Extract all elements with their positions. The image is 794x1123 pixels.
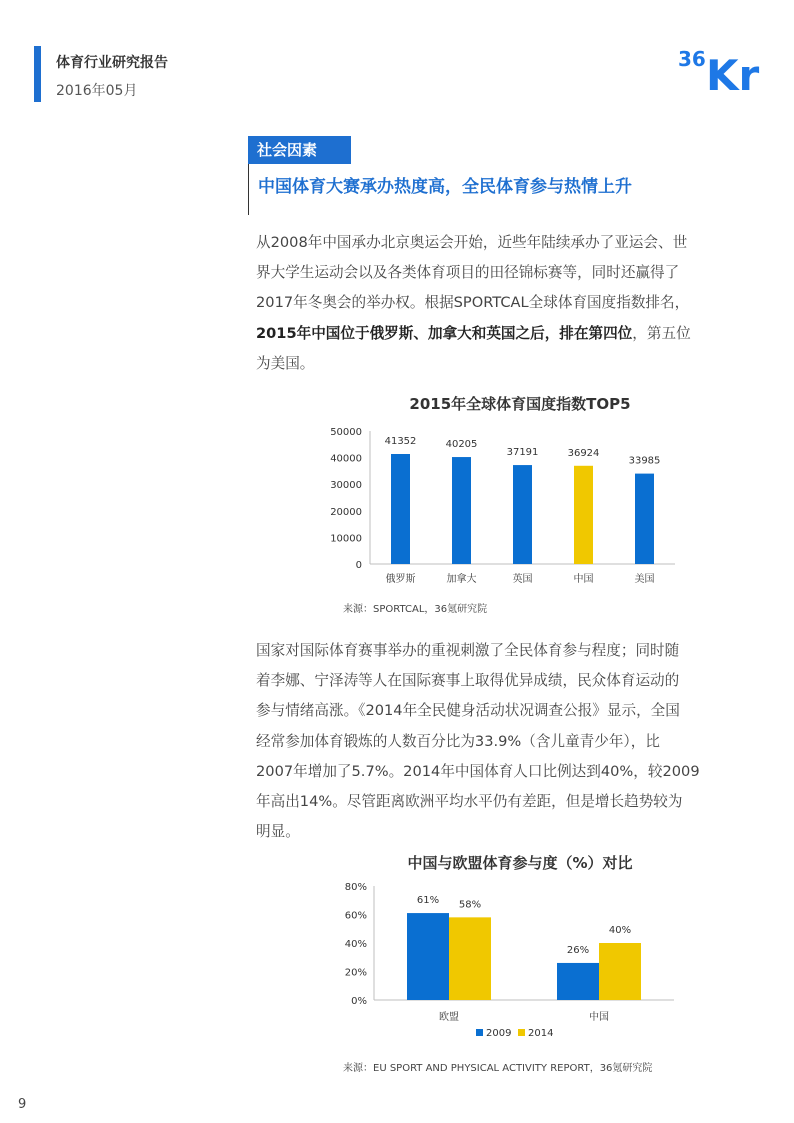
x-tick-label: 欧盟 (439, 1012, 459, 1023)
bar (513, 465, 532, 564)
paragraph-line: 国家对国际体育赛事举办的重视刺激了全民体育参与程度；同时随 (256, 642, 680, 659)
data-label: 26% (566, 944, 590, 956)
bar (449, 917, 491, 1000)
y-tick-label: 50000 (330, 427, 362, 438)
x-tick-label: 俄罗斯 (385, 574, 416, 585)
paragraph-line: 年高出14%。尽管距离欧洲平均水平仍有差距，但是增长趋势较为 (256, 793, 683, 811)
bar (574, 466, 593, 564)
logo-text: Kr (706, 51, 760, 94)
page-number: 9 (18, 1097, 27, 1112)
paragraph-line: 为美国。 (256, 354, 315, 372)
paragraph-line: 2007年增加了5.7%。2014年中国体育人口比例达到40%，较2009 (256, 762, 700, 780)
data-label: 41352 (384, 436, 417, 448)
legend-swatch (518, 1029, 525, 1036)
paragraph-line (256, 319, 730, 349)
section-divider (248, 164, 249, 215)
bar (391, 454, 410, 564)
paragraph-line: 界大学生运动会以及各类体育项目的田径锦标赛等，同时还赢得了 (256, 264, 680, 282)
x-tick-label: 英国 (512, 574, 533, 585)
y-tick-label: 40000 (330, 453, 362, 465)
y-tick-label: 0 (355, 560, 362, 571)
highlight-text: 2015年中国位于俄罗斯、加拿大和英国之后，排在第四位 (256, 324, 633, 342)
legend-label: 2014 (528, 1028, 554, 1039)
data-label: 40% (608, 925, 632, 936)
chart1-index-top5 (320, 420, 700, 600)
y-tick-label: 0% (351, 996, 367, 1007)
paragraph-line: 着李娜、宁泽涛等人在国际赛事上取得优异成绩，民众体育运动的 (256, 672, 680, 690)
bar (635, 474, 654, 564)
header-accent-bar (34, 46, 41, 102)
legend-label: 2009 (486, 1028, 512, 1039)
report-date: 2016年05月 (56, 83, 138, 99)
paragraph-line: 经常参加体育锻炼的人数百分比为33.9%（含儿童青少年），比 (256, 732, 660, 750)
chart2-source: 来源：EU SPORT AND PHYSICAL ACTIVITY REPORT，36氪研究院 (343, 1063, 653, 1074)
y-tick-label: 60% (344, 910, 367, 922)
chart1-title: 2015年全球体育国度指数TOP5 (409, 395, 631, 413)
data-label: 61% (416, 895, 440, 907)
x-tick-label: 中国 (589, 1012, 609, 1023)
paragraph-line: 从2008年中国承办北京奥运会开始，近些年陆续承办了亚运会、世 (256, 234, 688, 251)
data-label: 37191 (506, 447, 539, 459)
x-tick-label: 中国 (573, 574, 594, 585)
y-tick-label: 30000 (330, 480, 362, 492)
data-label: 40205 (445, 439, 478, 451)
intro-paragraph (256, 228, 730, 379)
y-tick-label: 20% (344, 967, 367, 979)
paragraph-line: 2017年冬奥会的举办权。根据SPORTCAL全球体育国度指数排名， (256, 294, 690, 312)
x-tick-label: 美国 (634, 574, 655, 585)
y-tick-label: 10000 (330, 533, 362, 545)
data-label: 58% (458, 899, 482, 911)
paragraph-line: 明显。 (256, 823, 300, 841)
paragraph-text: ，第五位 (632, 324, 691, 342)
data-label: 33985 (628, 455, 661, 467)
chart1-source: 来源：SPORTCAL，36氪研究院 (343, 604, 488, 615)
brand-logo (676, 42, 768, 94)
paragraph-line: 参与情绪高涨。《2014年全民健身活动状况调查公报》显示，全国 (256, 702, 680, 720)
bar (599, 943, 641, 1000)
report-title: 体育行业研究报告 (56, 55, 168, 71)
x-tick-label: 加拿大 (446, 574, 477, 585)
y-tick-label: 80% (344, 882, 367, 893)
bar (557, 963, 599, 1000)
bar (407, 913, 449, 1000)
y-tick-label: 20000 (330, 506, 362, 518)
y-tick-label: 40% (344, 939, 367, 950)
section-headline: 中国体育大赛承办热度高，全民体育参与热情上升 (258, 177, 632, 197)
bar (452, 457, 471, 564)
data-label: 36924 (567, 447, 600, 459)
section-tag: 社会因素 (248, 136, 351, 164)
chart2-participation-compare (320, 876, 700, 1046)
logo-number: 36 (678, 47, 706, 71)
chart2-title: 中国与欧盟体育参与度（%）对比 (407, 854, 633, 872)
participation-paragraph (256, 636, 730, 847)
legend-swatch (476, 1029, 483, 1036)
